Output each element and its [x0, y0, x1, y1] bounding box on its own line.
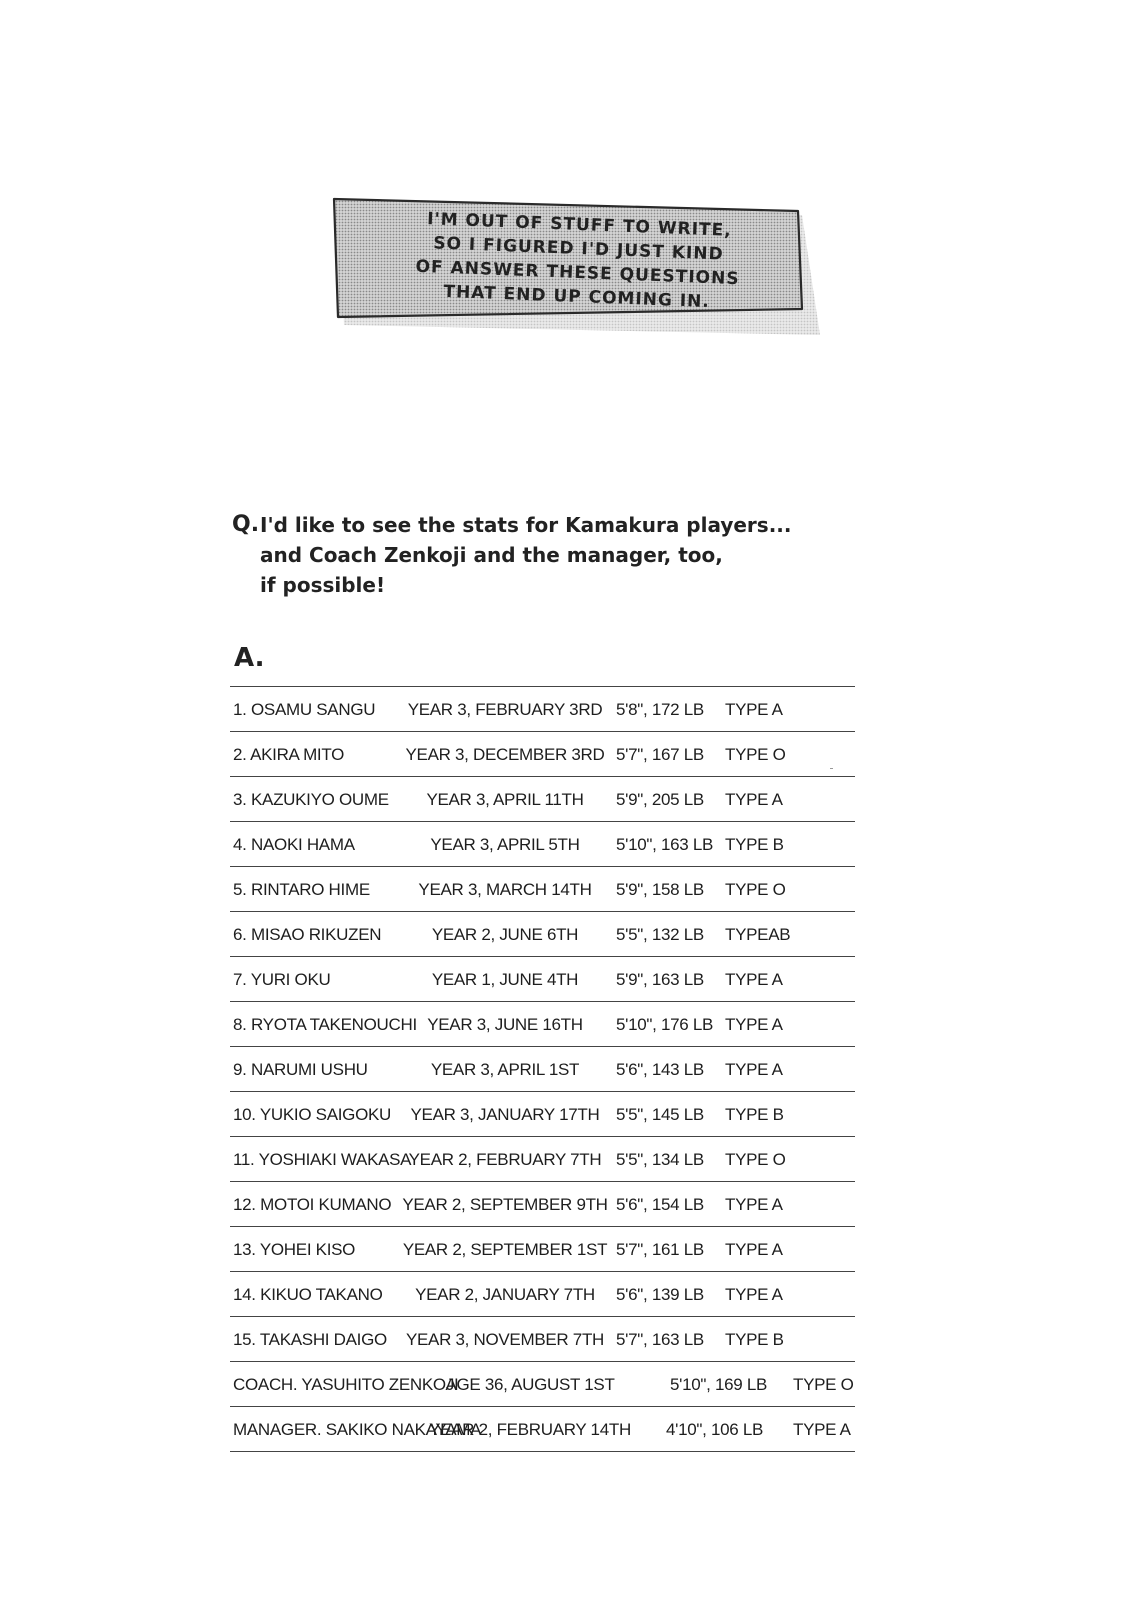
- player-name: 15. TAKASHI DAIGO: [233, 1330, 387, 1349]
- coach-height-weight: 5'10", 169 LB: [670, 1375, 768, 1394]
- player-year-birthday: YEAR 3, MARCH 14TH: [418, 880, 592, 899]
- player-height-weight: 5'10", 176 LB: [616, 1015, 714, 1034]
- player-year-birthday: YEAR 2, SEPTEMBER 9TH: [402, 1195, 608, 1214]
- question-line: and Coach Zenkoji and the manager, too,: [260, 543, 723, 567]
- player-name: 10. YUKIO SAIGOKU: [233, 1105, 392, 1124]
- player-height-weight: 5'7", 161 LB: [616, 1240, 704, 1259]
- player-height-weight: 5'6", 154 LB: [616, 1195, 704, 1214]
- table-row: [230, 1002, 855, 1047]
- table-row: [230, 912, 855, 957]
- player-blood-type: TYPE B: [725, 1330, 784, 1349]
- table-row: [230, 1092, 855, 1137]
- player-height-weight: 5'8", 172 LB: [616, 700, 704, 719]
- player-year-birthday: YEAR 3, APRIL 11TH: [426, 790, 584, 809]
- note-line: OF ANSWER THESE QUESTIONS: [415, 256, 740, 290]
- player-name: 1. OSAMU SANGU: [233, 700, 376, 719]
- player-blood-type: TYPE A: [725, 970, 783, 989]
- table-row: [230, 687, 855, 732]
- table-row: [230, 822, 855, 867]
- coach-name: COACH. YASUHITO ZENKOJI: [233, 1375, 459, 1394]
- player-blood-type: TYPE A: [725, 700, 783, 719]
- player-year-birthday: YEAR 2, FEBRUARY 7TH: [408, 1150, 602, 1169]
- player-year-birthday: YEAR 3, JANUARY 17TH: [410, 1105, 600, 1124]
- player-name: 7. YURI OKU: [233, 970, 331, 989]
- table-row: [230, 1182, 855, 1227]
- answer-marker: A.: [234, 643, 265, 673]
- manager-name: MANAGER. SAKIKO NAKAYAMA: [233, 1420, 482, 1439]
- player-year-birthday: YEAR 3, APRIL 1ST: [430, 1060, 580, 1079]
- table-row: [230, 1137, 855, 1182]
- player-name: 3. KAZUKIYO OUME: [233, 790, 389, 809]
- player-height-weight: 5'9", 205 LB: [616, 790, 704, 809]
- player-blood-type: TYPE A: [725, 1015, 783, 1034]
- player-name: 6. MISAO RIKUZEN: [233, 925, 382, 944]
- question-marker: Q.: [232, 512, 260, 537]
- player-height-weight: 5'7", 163 LB: [616, 1330, 704, 1349]
- player-height-weight: 5'5", 145 LB: [616, 1105, 704, 1124]
- player-height-weight: 5'9", 163 LB: [616, 970, 704, 989]
- player-name: 14. KIKUO TAKANO: [233, 1285, 383, 1304]
- player-height-weight: 5'6", 139 LB: [616, 1285, 704, 1304]
- player-blood-type: TYPE A: [725, 1060, 783, 1079]
- player-name: 2. AKIRA MITO: [233, 745, 345, 764]
- table-row: [230, 1047, 855, 1092]
- player-year-birthday: YEAR 3, JUNE 16TH: [427, 1015, 583, 1034]
- coach-row: [230, 1362, 855, 1407]
- player-height-weight: 5'10", 163 LB: [616, 835, 714, 854]
- player-year-birthday: YEAR 1, JUNE 4TH: [431, 970, 579, 989]
- player-year-birthday: YEAR 2, JUNE 6TH: [431, 925, 579, 944]
- note-line: THAT END UP COMING IN.: [443, 281, 711, 313]
- note-line: SO I FIGURED I'D JUST KIND: [432, 233, 725, 265]
- player-height-weight: 5'6", 143 LB: [616, 1060, 704, 1079]
- table-row: [230, 1317, 855, 1362]
- scan-speck: [830, 768, 833, 769]
- player-height-weight: 5'5", 132 LB: [616, 925, 704, 944]
- manager-year-birthday: YEAR 2, FEBRUARY 14TH: [429, 1420, 631, 1439]
- coach-blood-type: TYPE O: [793, 1375, 854, 1394]
- player-blood-type: TYPE B: [725, 835, 784, 854]
- player-blood-type: TYPE A: [725, 790, 783, 809]
- player-name: 13. YOHEI KISO: [233, 1240, 356, 1259]
- player-blood-type: TYPE O: [725, 880, 786, 899]
- player-blood-type: TYPE A: [725, 1285, 783, 1304]
- note-text: [330, 204, 825, 319]
- question-line: if possible!: [260, 573, 386, 597]
- table-row: [230, 732, 855, 777]
- intro-note-box: [332, 197, 824, 339]
- coach-age-birthday: AGE 36, AUGUST 1ST: [445, 1375, 615, 1394]
- player-name: 12. MOTOI KUMANO: [233, 1195, 392, 1214]
- player-name: 11. YOSHIAKI WAKASA: [233, 1150, 412, 1169]
- question-line: I'd like to see the stats for Kamakura players...: [260, 513, 792, 537]
- table-row: [230, 1272, 855, 1317]
- player-height-weight: 5'7", 167 LB: [616, 745, 704, 764]
- table-row: [230, 777, 855, 822]
- player-blood-type: TYPE A: [725, 1240, 783, 1259]
- player-name: 4. NAOKI HAMA: [233, 835, 355, 854]
- player-year-birthday: YEAR 3, NOVEMBER 7TH: [405, 1330, 605, 1349]
- player-name: 5. RINTARO HIME: [233, 880, 370, 899]
- player-blood-type: TYPE O: [725, 1150, 786, 1169]
- player-name: 8. RYOTA TAKENOUCHI: [233, 1015, 417, 1034]
- player-year-birthday: YEAR 3, FEBRUARY 3RD: [407, 700, 603, 719]
- player-year-birthday: YEAR 2, SEPTEMBER 1ST: [402, 1240, 608, 1259]
- manager-row: [230, 1407, 855, 1452]
- stats-table: [230, 686, 855, 1452]
- manager-blood-type: TYPE A: [793, 1420, 851, 1439]
- player-year-birthday: YEAR 3, APRIL 5TH: [430, 835, 580, 854]
- player-height-weight: 5'9", 158 LB: [616, 880, 704, 899]
- table-row: [230, 867, 855, 912]
- player-blood-type: TYPE A: [725, 1195, 783, 1214]
- player-blood-type: TYPE B: [725, 1105, 784, 1124]
- player-blood-type: TYPEAB: [725, 925, 791, 944]
- player-name: 9. NARUMI USHU: [233, 1060, 368, 1079]
- table-row: [230, 957, 855, 1002]
- question-block: [232, 510, 852, 600]
- player-height-weight: 5'5", 134 LB: [616, 1150, 704, 1169]
- note-line: I'M OUT OF STUFF TO WRITE,: [426, 209, 733, 241]
- manager-height-weight: 4'10", 106 LB: [666, 1420, 764, 1439]
- player-blood-type: TYPE O: [725, 745, 786, 764]
- table-row: [230, 1227, 855, 1272]
- player-year-birthday: YEAR 3, DECEMBER 3RD: [405, 745, 605, 764]
- player-year-birthday: YEAR 2, JANUARY 7TH: [415, 1285, 595, 1304]
